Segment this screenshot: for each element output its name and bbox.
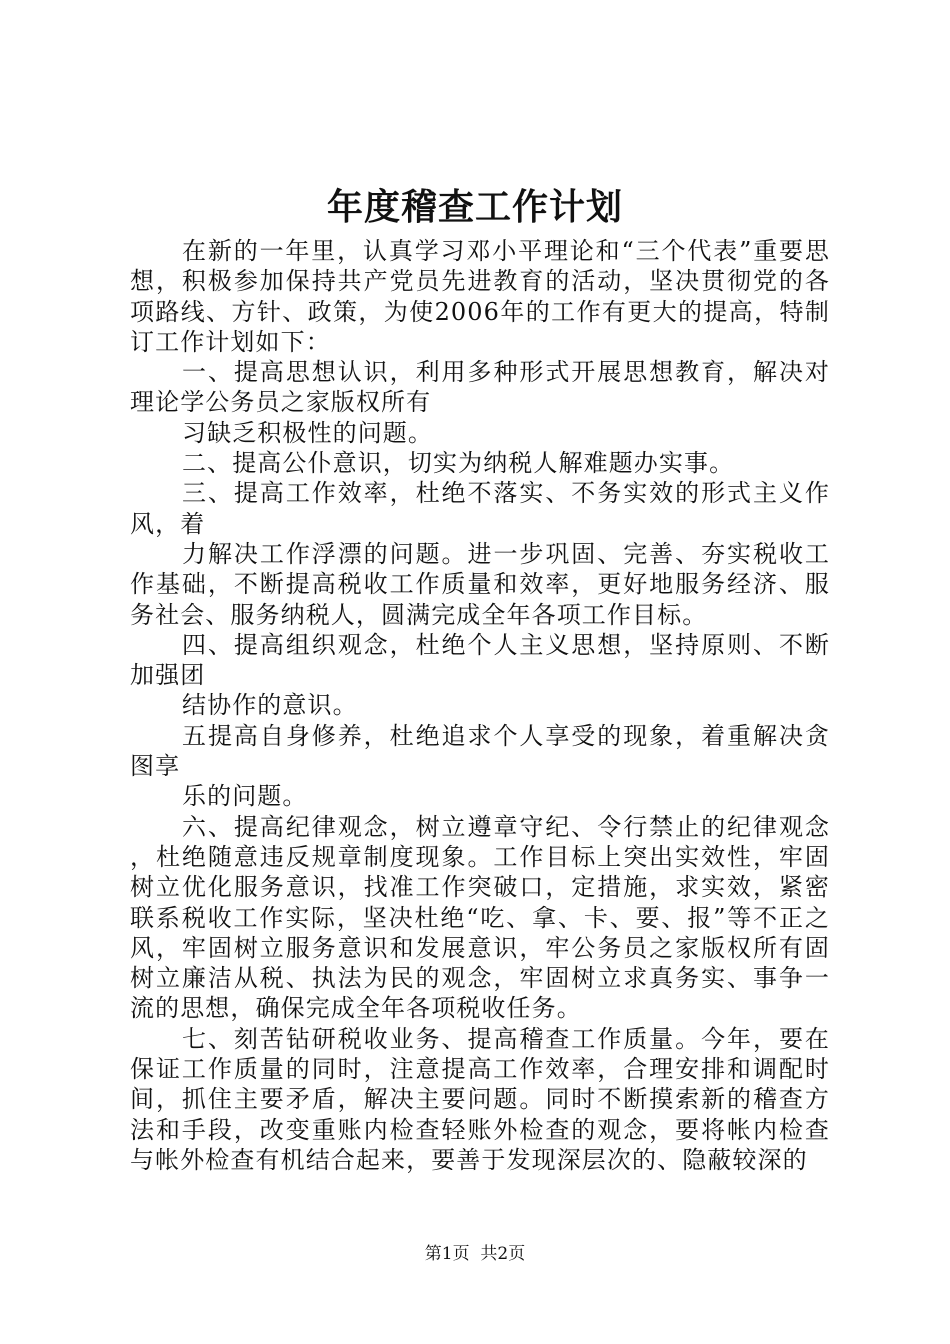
page-number: 第1页 <box>424 1244 470 1264</box>
paragraph-item-7: 七、刻苦钻研税收业务、提高稽查工作质量。今年，要在保证工作质量的同时，注意提高工作效率，合理安排和调配时间，抓住主要矛盾，解决主要问题。同时不断摸索新的稽查方法和手段，改变重账内检查轻账外检查的观念，要将帐内检查与帐外检查有机结合起来，要善于发现深层次的、隐蔽较深的 <box>130 1024 830 1174</box>
paragraph-item-4-continued: 结协作的意识。 <box>182 691 358 720</box>
paragraph-item-3-continued: 力解决工作浮漂的问题。进一步巩固、完善、夯实税收工作基础，不断提高税收工作质量和效率，更好地服务经济、服务社会、服务纳税人，圆满完成全年各项工作目标。 <box>130 539 830 629</box>
paragraph-intro: 在新的一年里，认真学习邓小平理论和“三个代表”重要思想，积极参加保持共产党员先进教育的活动，坚决贯彻党的各项路线、方针、政策，为使2006年的工作有更大的提高，特制订工作计划如下： <box>130 237 830 356</box>
paragraph-item-5-continued: 乐的问题。 <box>182 782 308 811</box>
paragraph-item-3: 三、提高工作效率，杜绝不落实、不务实效的形式主义作风，着 <box>130 479 830 538</box>
document-title: 年度稽查工作计划 <box>326 186 623 228</box>
paragraph-item-4: 四、提高组织观念，杜绝个人主义思想，坚持原则、不断加强团 <box>130 630 830 690</box>
document-body <box>130 236 830 1175</box>
paragraph-item-6: 六、提高纪律观念，树立遵章守纪、令行禁止的纪律观念，杜绝随意违反规章制度现象。工作目标上突出实效性，牢固树立优化服务意识，找准工作突破口，定措施，求实效，紧密联系税收工作实际，坚决杜绝“吃、拿、卡、要、报”等不正之风，牢固树立服务意识和发展意识，牢公务员之家版权所有固树立廉洁从税、执法为民的观念，牢固树立求真务实、事争一流的思想，确保完成全年各项税收任务。 <box>130 812 830 1023</box>
page-footer <box>0 1242 950 1266</box>
footer-separator <box>470 1244 481 1264</box>
paragraph-item-1-continued: 习缺乏积极性的问题。 <box>182 418 433 447</box>
paragraph-item-1: 一、提高思想认识，利用多种形式开展思想教育，解决对理论学公务员之家版权所有 <box>130 358 830 417</box>
page-total: 共2页 <box>480 1244 526 1264</box>
paragraph-item-5: 五提高自身修养，杜绝追求个人享受的现象，着重解决贪图享 <box>130 721 830 781</box>
paragraph-item-2: 二、提高公仆意识，切实为纳税人解难题办实事。 <box>182 449 735 478</box>
